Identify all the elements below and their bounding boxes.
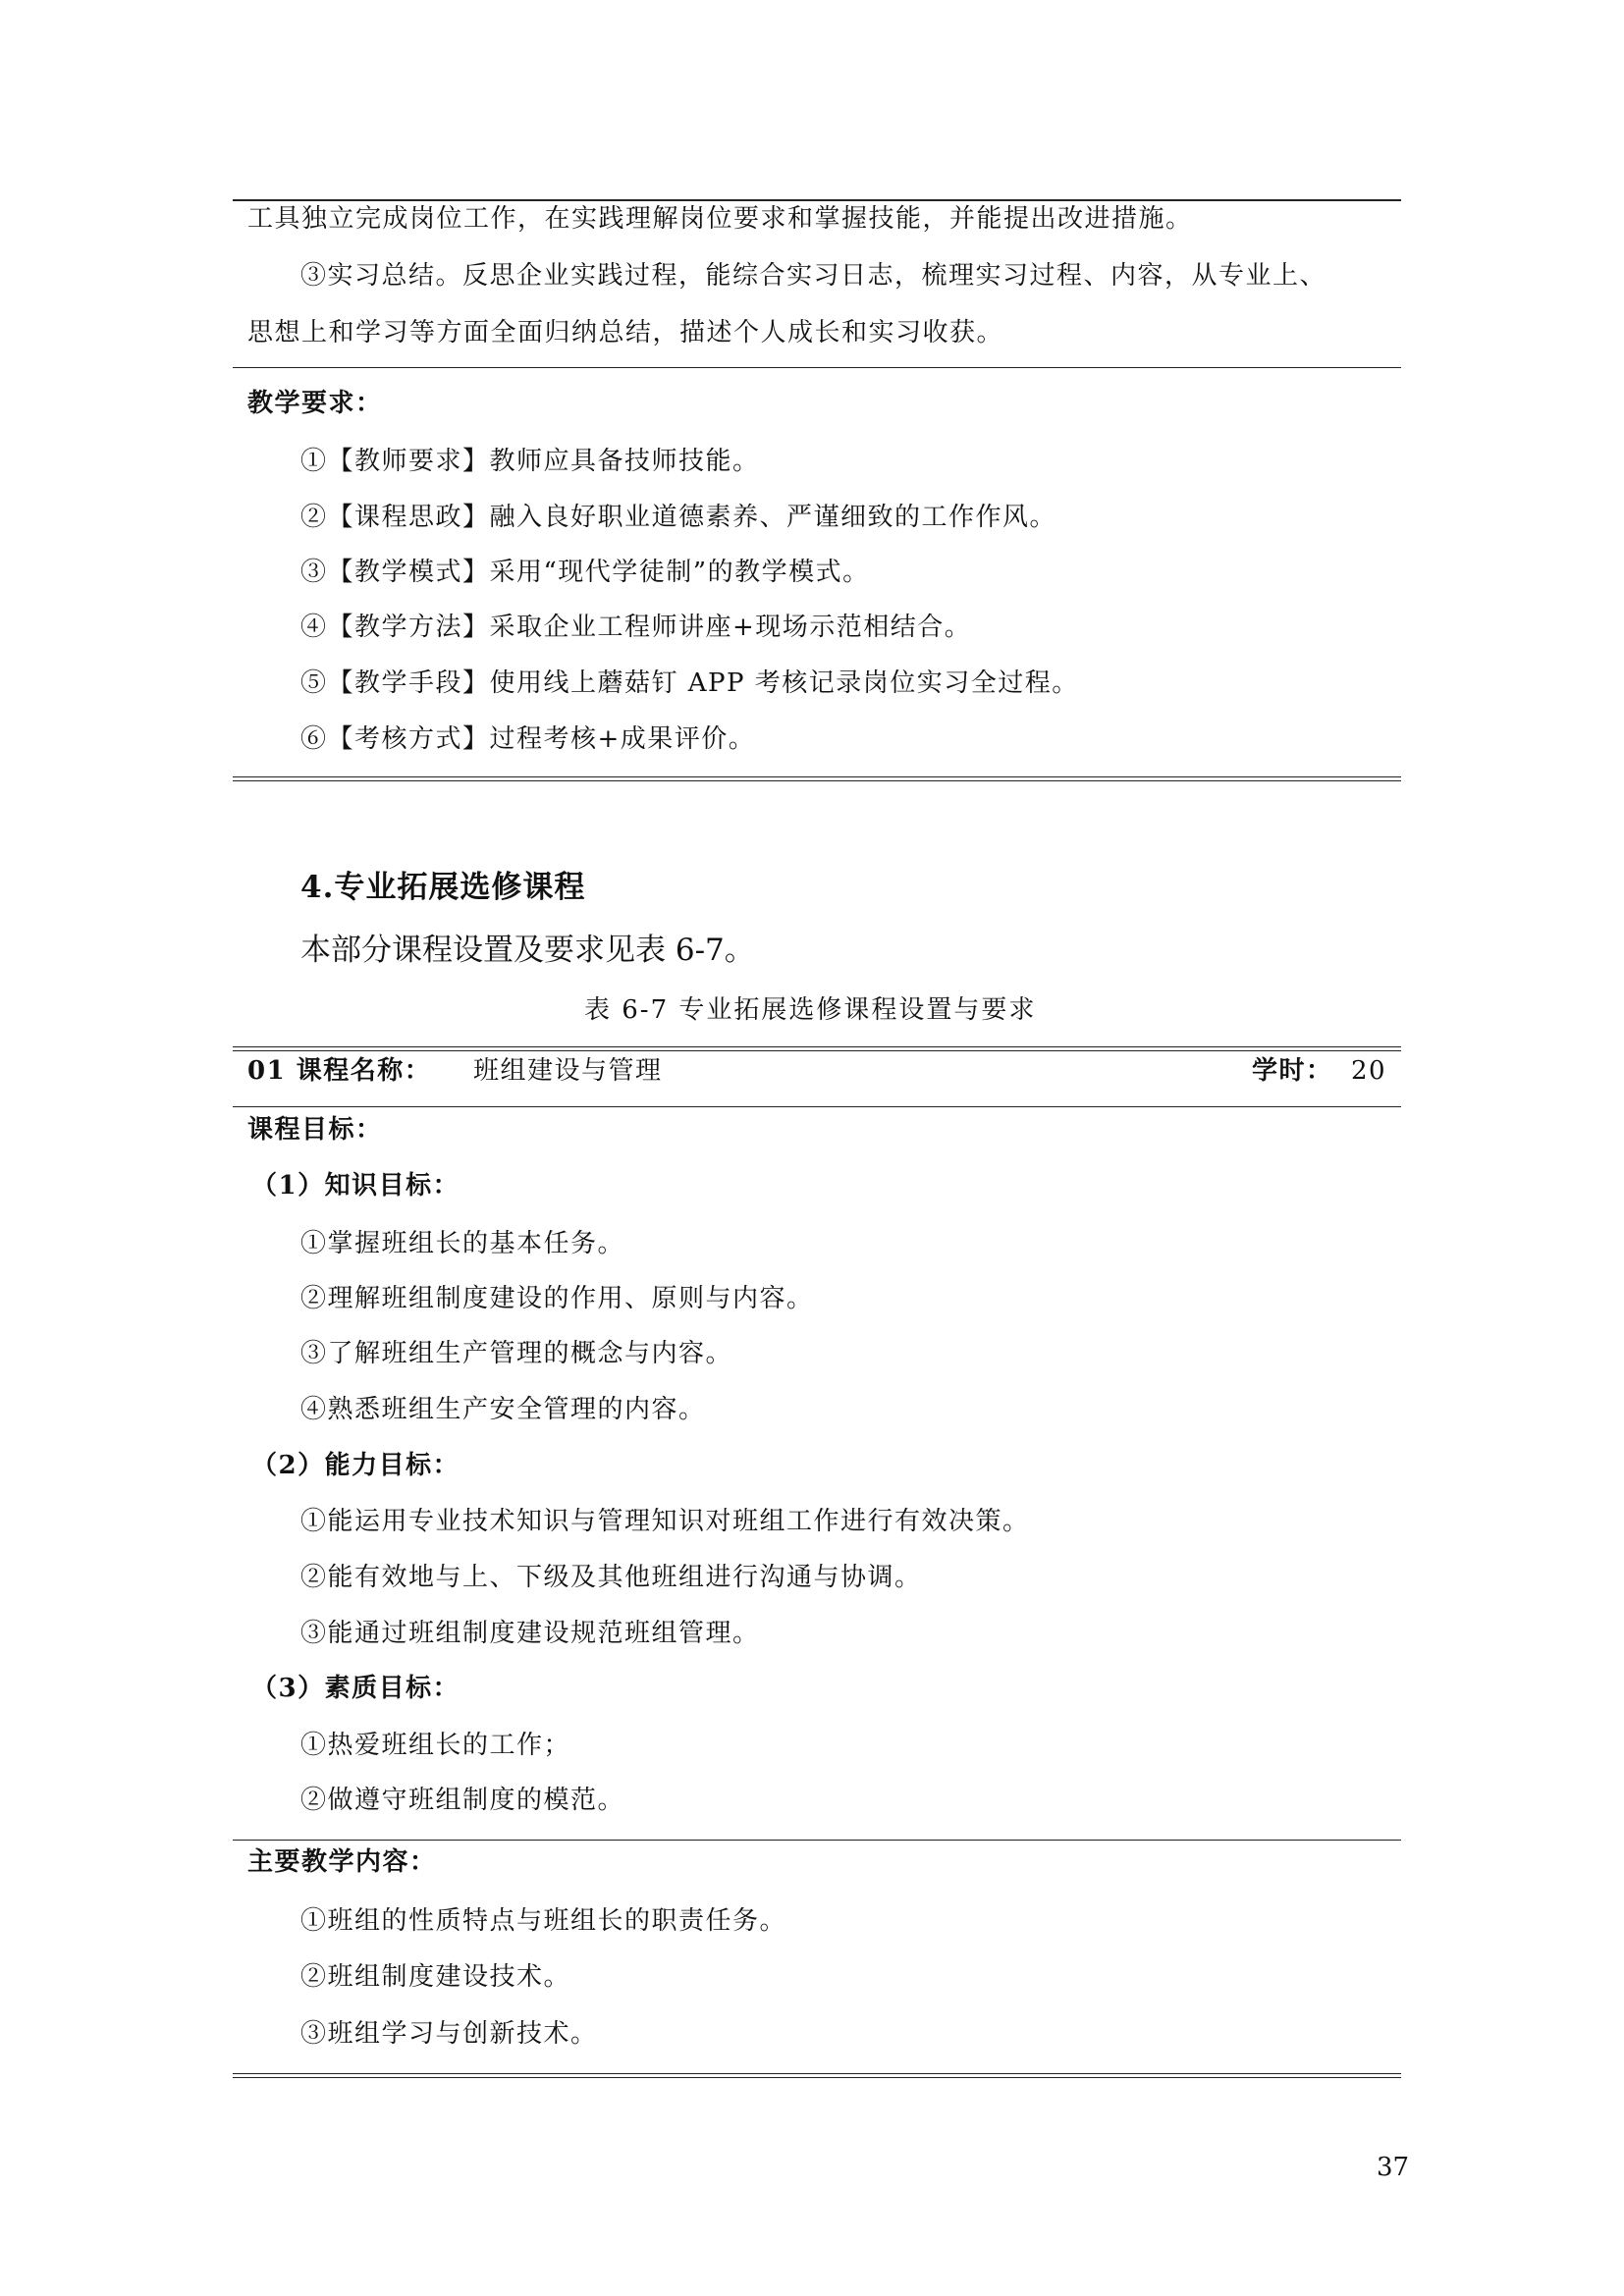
- knowledge-objectives-label: （1）知识目标：: [251, 1171, 460, 1201]
- teaching-content-item: ③班组学习与创新技术。: [300, 2019, 598, 2049]
- top-text-line-3: 思想上和学习等方面全面归纳总结，描述个人成长和实习收获。: [247, 318, 1004, 347]
- teaching-content-label: 主要教学内容：: [247, 1847, 437, 1877]
- quality-objectives-label: （3）素质目标：: [251, 1674, 460, 1703]
- teaching-requirements-label: 教学要求：: [247, 389, 383, 418]
- course-hours-label: 学时：: [1252, 1056, 1333, 1086]
- teaching-requirement-item: ②【课程思政】融入良好职业道德素养、严谨细致的工作作风。: [300, 503, 1057, 532]
- quality-objective-item: ②做遵守班组制度的模范。: [300, 1786, 625, 1815]
- section-intro: 本部分课程设置及要求见表 6-7。: [300, 933, 755, 968]
- table-caption: 表 6-7 专业拓展选修课程设置与要求: [584, 995, 1037, 1025]
- content-divider-rule: [233, 1840, 1401, 1841]
- ability-objective-item: ③能通过班组制度建设规范班组管理。: [300, 1619, 760, 1648]
- table-top-rule: [233, 1046, 1401, 1051]
- objectives-label: 课程目标：: [247, 1115, 383, 1145]
- top-text-line-1: 工具独立完成岗位工作，在实践理解岗位要求和掌握技能，并能提出改进措施。: [247, 204, 1193, 234]
- teaching-requirement-item: ⑥【考核方式】过程考核+成果评价。: [300, 724, 756, 754]
- ability-objectives-label: （2）能力目标：: [251, 1451, 460, 1480]
- divider-rule: [233, 367, 1401, 368]
- course-hours-value: 20: [1351, 1056, 1387, 1086]
- section-heading: 4.专业拓展选修课程: [300, 870, 586, 905]
- teaching-requirement-item: ①【教师要求】教师应具备技师技能。: [300, 447, 760, 476]
- quality-objective-item: ①热爱班组长的工作；: [300, 1731, 571, 1760]
- teaching-requirement-item: ③【教学模式】采用“现代学徒制”的教学模式。: [300, 558, 870, 587]
- top-rule: [233, 199, 1401, 201]
- course-name-value: 班组建设与管理: [473, 1056, 663, 1086]
- ability-objective-item: ②能有效地与上、下级及其他班组进行沟通与协调。: [300, 1563, 922, 1592]
- knowledge-objective-item: ④熟悉班组生产安全管理的内容。: [300, 1395, 706, 1424]
- teaching-requirement-item: ④【教学方法】采取企业工程师讲座+现场示范相结合。: [300, 613, 972, 642]
- table-bottom-rule: [233, 776, 1401, 781]
- teaching-content-item: ②班组制度建设技术。: [300, 1962, 571, 1992]
- top-text-line-2: ③实习总结。反思企业实践过程，能综合实习日志，梳理实习过程、内容，从专业上、: [300, 261, 1327, 291]
- teaching-content-item: ①班组的性质特点与班组长的职责任务。: [300, 1906, 787, 1936]
- knowledge-objective-item: ①掌握班组长的基本任务。: [300, 1229, 625, 1258]
- table-end-rule: [233, 2073, 1401, 2078]
- knowledge-objective-item: ②理解班组制度建设的作用、原则与内容。: [300, 1284, 814, 1313]
- course-name-label: 01 课程名称：: [247, 1056, 432, 1086]
- ability-objective-item: ①能运用专业技术知识与管理知识对班组工作进行有效决策。: [300, 1507, 1030, 1536]
- teaching-requirement-item: ⑤【教学手段】使用线上蘑菇钉 APP 考核记录岗位实习全过程。: [300, 668, 1079, 698]
- knowledge-objective-item: ③了解班组生产管理的概念与内容。: [300, 1339, 733, 1368]
- page-number: 37: [1377, 2153, 1410, 2182]
- course-header-rule: [233, 1106, 1401, 1107]
